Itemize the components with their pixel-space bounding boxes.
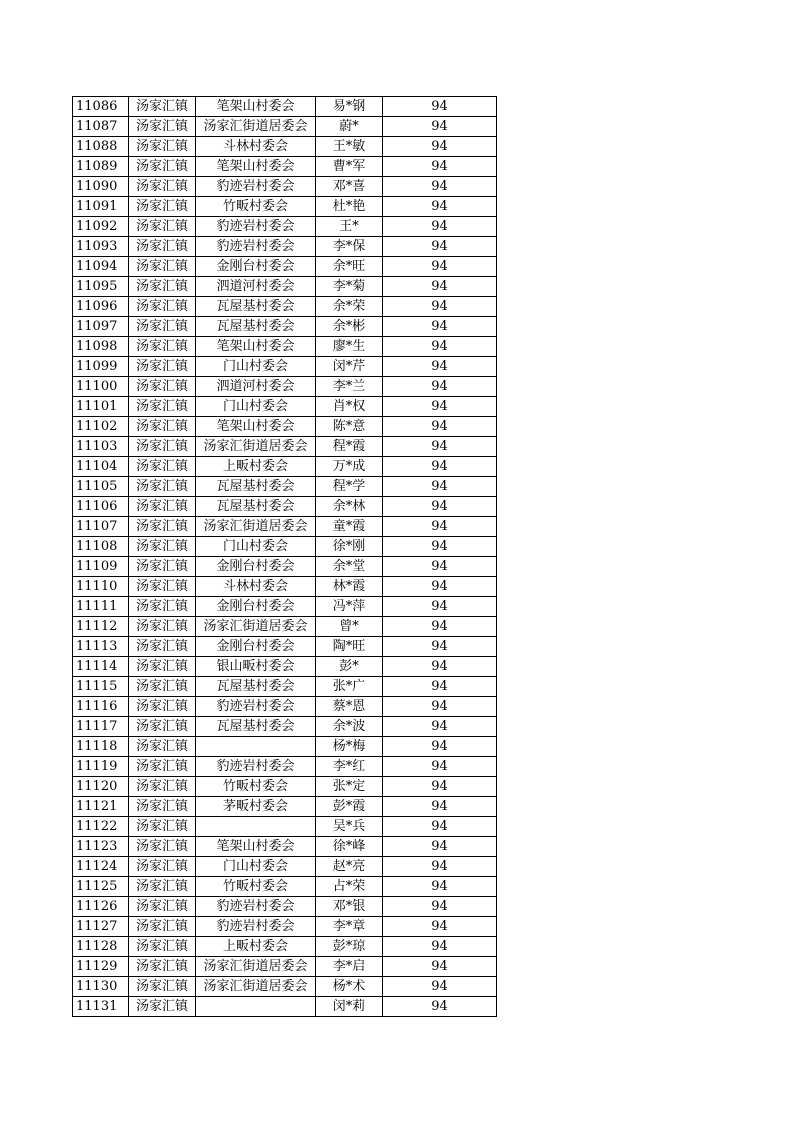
cell-village-committee: 上畈村委会 — [196, 937, 316, 957]
table-row — [73, 357, 497, 377]
cell-village-committee — [196, 737, 316, 757]
cell-person-name: 李*兰 — [316, 377, 383, 397]
table-row — [73, 817, 497, 837]
cell-score: 94 — [383, 617, 497, 637]
cell-serial-number: 11118 — [73, 737, 129, 757]
cell-person-name: 赵*亮 — [316, 857, 383, 877]
cell-score: 94 — [383, 137, 497, 157]
cell-village-committee: 笔架山村委会 — [196, 157, 316, 177]
cell-village-committee: 上畈村委会 — [196, 457, 316, 477]
cell-serial-number: 11096 — [73, 297, 129, 317]
cell-person-name: 邓*喜 — [316, 177, 383, 197]
cell-village-committee: 豹迹岩村委会 — [196, 237, 316, 257]
cell-person-name: 陶*旺 — [316, 637, 383, 657]
cell-village-committee: 门山村委会 — [196, 857, 316, 877]
cell-score: 94 — [383, 457, 497, 477]
cell-serial-number: 11126 — [73, 897, 129, 917]
cell-score: 94 — [383, 297, 497, 317]
cell-person-name: 闵*莉 — [316, 997, 383, 1017]
cell-village-committee: 豹迹岩村委会 — [196, 217, 316, 237]
cell-town: 汤家汇镇 — [129, 537, 196, 557]
cell-score: 94 — [383, 517, 497, 537]
cell-village-committee: 竹畈村委会 — [196, 777, 316, 797]
cell-town: 汤家汇镇 — [129, 97, 196, 117]
cell-town: 汤家汇镇 — [129, 557, 196, 577]
cell-serial-number: 11097 — [73, 317, 129, 337]
cell-person-name: 余*荣 — [316, 297, 383, 317]
table-row — [73, 737, 497, 757]
cell-village-committee: 瓦屋基村委会 — [196, 497, 316, 517]
table-row — [73, 577, 497, 597]
cell-town: 汤家汇镇 — [129, 997, 196, 1017]
cell-town: 汤家汇镇 — [129, 697, 196, 717]
cell-village-committee: 瓦屋基村委会 — [196, 317, 316, 337]
cell-serial-number: 11092 — [73, 217, 129, 237]
cell-person-name: 吴*兵 — [316, 817, 383, 837]
table-row — [73, 317, 497, 337]
cell-score: 94 — [383, 437, 497, 457]
cell-score: 94 — [383, 257, 497, 277]
cell-town: 汤家汇镇 — [129, 977, 196, 997]
cell-town: 汤家汇镇 — [129, 357, 196, 377]
cell-town: 汤家汇镇 — [129, 797, 196, 817]
cell-serial-number: 11087 — [73, 117, 129, 137]
cell-score: 94 — [383, 497, 497, 517]
cell-person-name: 李*红 — [316, 757, 383, 777]
cell-town: 汤家汇镇 — [129, 757, 196, 777]
cell-score: 94 — [383, 697, 497, 717]
cell-serial-number: 11113 — [73, 637, 129, 657]
cell-serial-number: 11121 — [73, 797, 129, 817]
cell-village-committee: 竹畈村委会 — [196, 877, 316, 897]
cell-score: 94 — [383, 357, 497, 377]
table-row — [73, 757, 497, 777]
cell-village-committee: 茅畈村委会 — [196, 797, 316, 817]
cell-serial-number: 11115 — [73, 677, 129, 697]
table-row — [73, 797, 497, 817]
cell-serial-number: 11091 — [73, 197, 129, 217]
cell-town: 汤家汇镇 — [129, 917, 196, 937]
table-row — [73, 457, 497, 477]
table-row — [73, 837, 497, 857]
cell-village-committee: 豹迹岩村委会 — [196, 177, 316, 197]
cell-serial-number: 11130 — [73, 977, 129, 997]
cell-serial-number: 11095 — [73, 277, 129, 297]
cell-village-committee: 金刚台村委会 — [196, 597, 316, 617]
cell-town: 汤家汇镇 — [129, 317, 196, 337]
cell-village-committee: 竹畈村委会 — [196, 197, 316, 217]
cell-serial-number: 11124 — [73, 857, 129, 877]
cell-serial-number: 11105 — [73, 477, 129, 497]
cell-village-committee: 斗林村委会 — [196, 137, 316, 157]
cell-score: 94 — [383, 737, 497, 757]
cell-person-name: 肖*权 — [316, 397, 383, 417]
cell-town: 汤家汇镇 — [129, 677, 196, 697]
cell-person-name: 童*霞 — [316, 517, 383, 537]
cell-score: 94 — [383, 97, 497, 117]
cell-person-name: 易*钢 — [316, 97, 383, 117]
cell-serial-number: 11100 — [73, 377, 129, 397]
cell-village-committee: 金刚台村委会 — [196, 557, 316, 577]
table-row — [73, 597, 497, 617]
cell-village-committee: 门山村委会 — [196, 357, 316, 377]
table-row — [73, 477, 497, 497]
cell-score: 94 — [383, 777, 497, 797]
table-row — [73, 157, 497, 177]
cell-town: 汤家汇镇 — [129, 197, 196, 217]
cell-person-name: 徐*刚 — [316, 537, 383, 557]
cell-town: 汤家汇镇 — [129, 597, 196, 617]
cell-village-committee: 金刚台村委会 — [196, 637, 316, 657]
cell-score: 94 — [383, 657, 497, 677]
cell-person-name: 杨*梅 — [316, 737, 383, 757]
cell-village-committee: 泗道河村委会 — [196, 377, 316, 397]
cell-town: 汤家汇镇 — [129, 277, 196, 297]
table-row — [73, 937, 497, 957]
cell-score: 94 — [383, 477, 497, 497]
cell-score: 94 — [383, 577, 497, 597]
cell-score: 94 — [383, 117, 497, 137]
cell-village-committee: 汤家汇街道居委会 — [196, 977, 316, 997]
table-row — [73, 717, 497, 737]
cell-serial-number: 11129 — [73, 957, 129, 977]
cell-person-name: 邓*银 — [316, 897, 383, 917]
cell-town: 汤家汇镇 — [129, 297, 196, 317]
cell-person-name: 蔡*恩 — [316, 697, 383, 717]
cell-village-committee: 泗道河村委会 — [196, 277, 316, 297]
cell-serial-number: 11123 — [73, 837, 129, 857]
cell-town: 汤家汇镇 — [129, 497, 196, 517]
table-row — [73, 397, 497, 417]
cell-village-committee: 汤家汇街道居委会 — [196, 117, 316, 137]
cell-town: 汤家汇镇 — [129, 717, 196, 737]
data-table — [72, 96, 497, 1017]
cell-town: 汤家汇镇 — [129, 437, 196, 457]
cell-town: 汤家汇镇 — [129, 957, 196, 977]
cell-town: 汤家汇镇 — [129, 177, 196, 197]
cell-town: 汤家汇镇 — [129, 617, 196, 637]
cell-person-name: 彭*琼 — [316, 937, 383, 957]
table-row — [73, 557, 497, 577]
cell-score: 94 — [383, 817, 497, 837]
cell-village-committee: 笔架山村委会 — [196, 417, 316, 437]
cell-score: 94 — [383, 217, 497, 237]
cell-serial-number: 11114 — [73, 657, 129, 677]
cell-town: 汤家汇镇 — [129, 337, 196, 357]
cell-serial-number: 11110 — [73, 577, 129, 597]
cell-person-name: 程*学 — [316, 477, 383, 497]
cell-village-committee: 豹迹岩村委会 — [196, 697, 316, 717]
cell-score: 94 — [383, 757, 497, 777]
cell-village-committee: 汤家汇街道居委会 — [196, 437, 316, 457]
cell-score: 94 — [383, 997, 497, 1017]
cell-person-name: 余*旺 — [316, 257, 383, 277]
cell-village-committee: 豹迹岩村委会 — [196, 897, 316, 917]
cell-score: 94 — [383, 977, 497, 997]
cell-person-name: 余*林 — [316, 497, 383, 517]
cell-person-name: 程*霞 — [316, 437, 383, 457]
cell-village-committee — [196, 997, 316, 1017]
cell-serial-number: 11125 — [73, 877, 129, 897]
table-row — [73, 977, 497, 997]
table-row — [73, 97, 497, 117]
cell-score: 94 — [383, 717, 497, 737]
cell-person-name: 杜*艳 — [316, 197, 383, 217]
cell-person-name: 余*波 — [316, 717, 383, 737]
table-row — [73, 437, 497, 457]
cell-person-name: 廖*生 — [316, 337, 383, 357]
cell-person-name: 余*彬 — [316, 317, 383, 337]
table-row — [73, 177, 497, 197]
cell-serial-number: 11104 — [73, 457, 129, 477]
cell-serial-number: 11098 — [73, 337, 129, 357]
cell-village-committee: 笔架山村委会 — [196, 837, 316, 857]
cell-serial-number: 11116 — [73, 697, 129, 717]
cell-town: 汤家汇镇 — [129, 837, 196, 857]
cell-score: 94 — [383, 197, 497, 217]
cell-village-committee: 笔架山村委会 — [196, 337, 316, 357]
cell-serial-number: 11111 — [73, 597, 129, 617]
cell-person-name: 王* — [316, 217, 383, 237]
table-row — [73, 277, 497, 297]
cell-serial-number: 11102 — [73, 417, 129, 437]
table-row — [73, 117, 497, 137]
cell-village-committee: 金刚台村委会 — [196, 257, 316, 277]
cell-person-name: 彭* — [316, 657, 383, 677]
cell-village-committee: 汤家汇街道居委会 — [196, 617, 316, 637]
cell-serial-number: 11120 — [73, 777, 129, 797]
cell-score: 94 — [383, 797, 497, 817]
table-row — [73, 257, 497, 277]
cell-serial-number: 11128 — [73, 937, 129, 957]
cell-serial-number: 11127 — [73, 917, 129, 937]
cell-town: 汤家汇镇 — [129, 817, 196, 837]
table-row — [73, 957, 497, 977]
cell-town: 汤家汇镇 — [129, 217, 196, 237]
cell-town: 汤家汇镇 — [129, 937, 196, 957]
cell-person-name: 李*保 — [316, 237, 383, 257]
table-row — [73, 917, 497, 937]
table-row — [73, 337, 497, 357]
cell-village-committee — [196, 817, 316, 837]
table-row — [73, 657, 497, 677]
cell-score: 94 — [383, 917, 497, 937]
cell-score: 94 — [383, 957, 497, 977]
cell-person-name: 李*章 — [316, 917, 383, 937]
cell-person-name: 闵*芹 — [316, 357, 383, 377]
cell-town: 汤家汇镇 — [129, 237, 196, 257]
cell-person-name: 张*广 — [316, 677, 383, 697]
table-row — [73, 777, 497, 797]
table-row — [73, 237, 497, 257]
cell-village-committee: 门山村委会 — [196, 537, 316, 557]
table-row — [73, 217, 497, 237]
cell-village-committee: 瓦屋基村委会 — [196, 297, 316, 317]
cell-village-committee: 汤家汇街道居委会 — [196, 517, 316, 537]
cell-town: 汤家汇镇 — [129, 137, 196, 157]
cell-score: 94 — [383, 237, 497, 257]
cell-town: 汤家汇镇 — [129, 417, 196, 437]
cell-person-name: 彭*霞 — [316, 797, 383, 817]
table-row — [73, 197, 497, 217]
table-row — [73, 617, 497, 637]
cell-town: 汤家汇镇 — [129, 657, 196, 677]
cell-score: 94 — [383, 557, 497, 577]
cell-town: 汤家汇镇 — [129, 457, 196, 477]
table-row — [73, 697, 497, 717]
cell-person-name: 陈*意 — [316, 417, 383, 437]
cell-town: 汤家汇镇 — [129, 857, 196, 877]
table-row — [73, 637, 497, 657]
cell-person-name: 杨*术 — [316, 977, 383, 997]
cell-village-committee: 斗林村委会 — [196, 577, 316, 597]
cell-score: 94 — [383, 317, 497, 337]
cell-person-name: 冯*萍 — [316, 597, 383, 617]
cell-score: 94 — [383, 637, 497, 657]
cell-serial-number: 11109 — [73, 557, 129, 577]
cell-serial-number: 11093 — [73, 237, 129, 257]
table-row — [73, 417, 497, 437]
cell-village-committee: 瓦屋基村委会 — [196, 717, 316, 737]
cell-score: 94 — [383, 397, 497, 417]
cell-person-name: 曹*军 — [316, 157, 383, 177]
cell-serial-number: 11107 — [73, 517, 129, 537]
table-row — [73, 997, 497, 1017]
cell-serial-number: 11131 — [73, 997, 129, 1017]
cell-serial-number: 11112 — [73, 617, 129, 637]
cell-serial-number: 11089 — [73, 157, 129, 177]
cell-score: 94 — [383, 857, 497, 877]
table-row — [73, 297, 497, 317]
cell-score: 94 — [383, 937, 497, 957]
cell-village-committee: 笔架山村委会 — [196, 97, 316, 117]
cell-person-name: 张*定 — [316, 777, 383, 797]
cell-serial-number: 11099 — [73, 357, 129, 377]
cell-serial-number: 11122 — [73, 817, 129, 837]
cell-town: 汤家汇镇 — [129, 737, 196, 757]
cell-serial-number: 11101 — [73, 397, 129, 417]
cell-person-name: 林*霞 — [316, 577, 383, 597]
cell-town: 汤家汇镇 — [129, 897, 196, 917]
cell-score: 94 — [383, 377, 497, 397]
cell-serial-number: 11106 — [73, 497, 129, 517]
cell-village-committee: 瓦屋基村委会 — [196, 477, 316, 497]
cell-serial-number: 11119 — [73, 757, 129, 777]
cell-serial-number: 11094 — [73, 257, 129, 277]
cell-person-name: 王*敏 — [316, 137, 383, 157]
cell-score: 94 — [383, 337, 497, 357]
cell-serial-number: 11086 — [73, 97, 129, 117]
table-row — [73, 497, 497, 517]
cell-village-committee: 豹迹岩村委会 — [196, 917, 316, 937]
cell-score: 94 — [383, 157, 497, 177]
cell-serial-number: 11090 — [73, 177, 129, 197]
cell-person-name: 徐*峰 — [316, 837, 383, 857]
cell-score: 94 — [383, 277, 497, 297]
table-row — [73, 857, 497, 877]
table-row — [73, 537, 497, 557]
table-row — [73, 877, 497, 897]
cell-score: 94 — [383, 177, 497, 197]
cell-score: 94 — [383, 417, 497, 437]
cell-person-name: 曾* — [316, 617, 383, 637]
cell-person-name: 余*堂 — [316, 557, 383, 577]
cell-person-name: 万*成 — [316, 457, 383, 477]
table-row — [73, 897, 497, 917]
cell-village-committee: 豹迹岩村委会 — [196, 757, 316, 777]
cell-village-committee: 汤家汇街道居委会 — [196, 957, 316, 977]
cell-town: 汤家汇镇 — [129, 117, 196, 137]
cell-serial-number: 11103 — [73, 437, 129, 457]
cell-town: 汤家汇镇 — [129, 777, 196, 797]
cell-serial-number: 11108 — [73, 537, 129, 557]
cell-village-committee: 瓦屋基村委会 — [196, 677, 316, 697]
table-row — [73, 677, 497, 697]
cell-serial-number: 11088 — [73, 137, 129, 157]
cell-town: 汤家汇镇 — [129, 877, 196, 897]
cell-town: 汤家汇镇 — [129, 257, 196, 277]
table-row — [73, 377, 497, 397]
table-row — [73, 517, 497, 537]
cell-village-committee: 银山畈村委会 — [196, 657, 316, 677]
cell-town: 汤家汇镇 — [129, 397, 196, 417]
cell-town: 汤家汇镇 — [129, 637, 196, 657]
cell-score: 94 — [383, 897, 497, 917]
cell-town: 汤家汇镇 — [129, 517, 196, 537]
cell-score: 94 — [383, 597, 497, 617]
cell-serial-number: 11117 — [73, 717, 129, 737]
table-body — [73, 97, 497, 1017]
cell-person-name: 蔚* — [316, 117, 383, 137]
cell-town: 汤家汇镇 — [129, 477, 196, 497]
cell-score: 94 — [383, 837, 497, 857]
cell-town: 汤家汇镇 — [129, 377, 196, 397]
cell-village-committee: 门山村委会 — [196, 397, 316, 417]
cell-score: 94 — [383, 677, 497, 697]
table-row — [73, 137, 497, 157]
cell-town: 汤家汇镇 — [129, 577, 196, 597]
cell-score: 94 — [383, 877, 497, 897]
cell-score: 94 — [383, 537, 497, 557]
cell-person-name: 李*启 — [316, 957, 383, 977]
cell-town: 汤家汇镇 — [129, 157, 196, 177]
cell-person-name: 占*荣 — [316, 877, 383, 897]
cell-person-name: 李*菊 — [316, 277, 383, 297]
